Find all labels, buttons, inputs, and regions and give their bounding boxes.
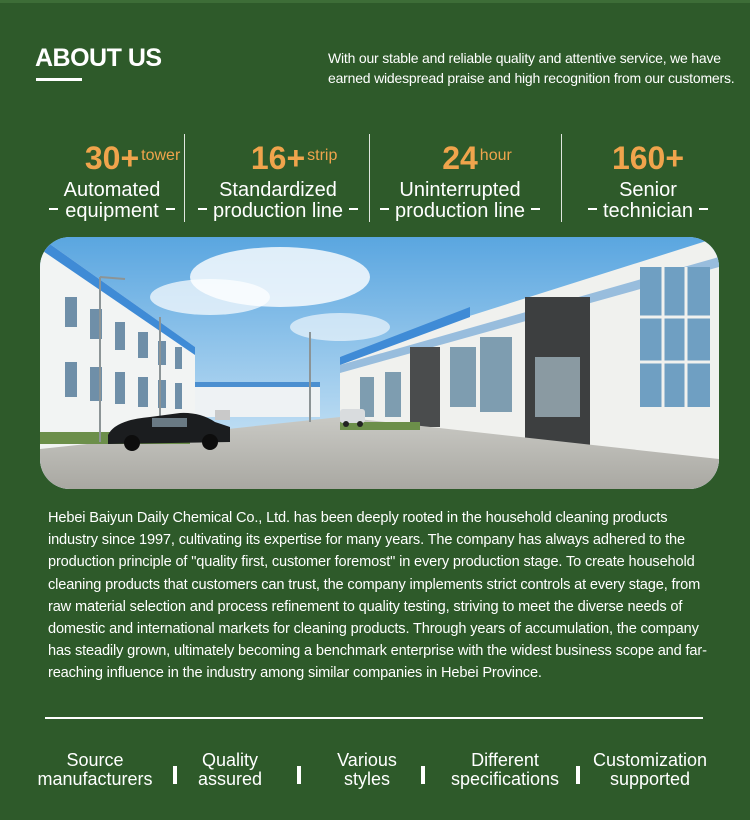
- feature-separator: [576, 766, 580, 784]
- stat-technicians: [558, 138, 738, 222]
- dash-left: [49, 208, 58, 210]
- stat-unit: hour: [479, 147, 512, 164]
- dash-right: [699, 208, 708, 210]
- feature-separator: [421, 766, 425, 784]
- dash-left: [588, 208, 597, 210]
- dash-right: [531, 208, 540, 210]
- stat-automated-equipment: [22, 138, 202, 222]
- top-border: [0, 0, 750, 3]
- factory-photo: [40, 237, 719, 489]
- dash-left: [198, 208, 207, 210]
- stat-label: Standardized production line: [188, 180, 368, 222]
- stat-label: Senior technician: [558, 180, 738, 222]
- feature-customization-supported: Customization supported: [592, 750, 708, 789]
- section-title: ABOUT US: [35, 44, 162, 72]
- stat-separator: [184, 134, 185, 222]
- stat-label: Automated equipment: [22, 180, 202, 222]
- feature-quality-assured: Quality assured: [197, 750, 263, 789]
- stat-label: Uninterrupted production line: [370, 180, 550, 222]
- company-description: Hebei Baiyun Daily Chemical Co., Ltd. has been deeply rooted in the household cleaning products industry since 1997, cultivating its expertise for many years. The company has always adhered to the production principle of "quality first, customer foremost" in every production stage. To create household cleaning products that customers can trust, the company implements strict controls at every stage, from raw material selection and process refinement to quality testing, striving to meet the diverse needs of domestic and international markets for cleaning products. Through years of accumulation, the company has steadily grown, ultimately becoming a benchmark enterprise with the widest business scope and far-reaching influence in the industry among similar companies in Hebei Province.: [48, 510, 707, 682]
- feature-separator: [297, 766, 301, 784]
- feature-different-specifications: Different specifications: [450, 750, 560, 789]
- stat-uninterrupted: [370, 138, 550, 222]
- stat-production-lines: [188, 138, 368, 222]
- stat-number: 16+ strip: [251, 138, 305, 178]
- dash-right: [166, 208, 175, 210]
- stat-unit: tower: [141, 147, 181, 164]
- title-underline: [36, 78, 82, 81]
- intro-text: With our stable and reliable quality and attentive service, we have earned widespread praise and high recognition from our customers.: [328, 50, 735, 86]
- feature-various-styles: Various styles: [337, 750, 397, 789]
- dash-left: [380, 208, 389, 210]
- stat-number: 24 hour: [442, 138, 478, 178]
- dash-right: [349, 208, 358, 210]
- stat-number: 30+ tower: [85, 138, 139, 178]
- feature-source-manufacturers: Source manufacturers: [37, 750, 153, 789]
- feature-separator: [173, 766, 177, 784]
- divider: [45, 717, 703, 719]
- stat-unit: strip: [307, 147, 338, 164]
- stat-number: 160+: [611, 140, 685, 176]
